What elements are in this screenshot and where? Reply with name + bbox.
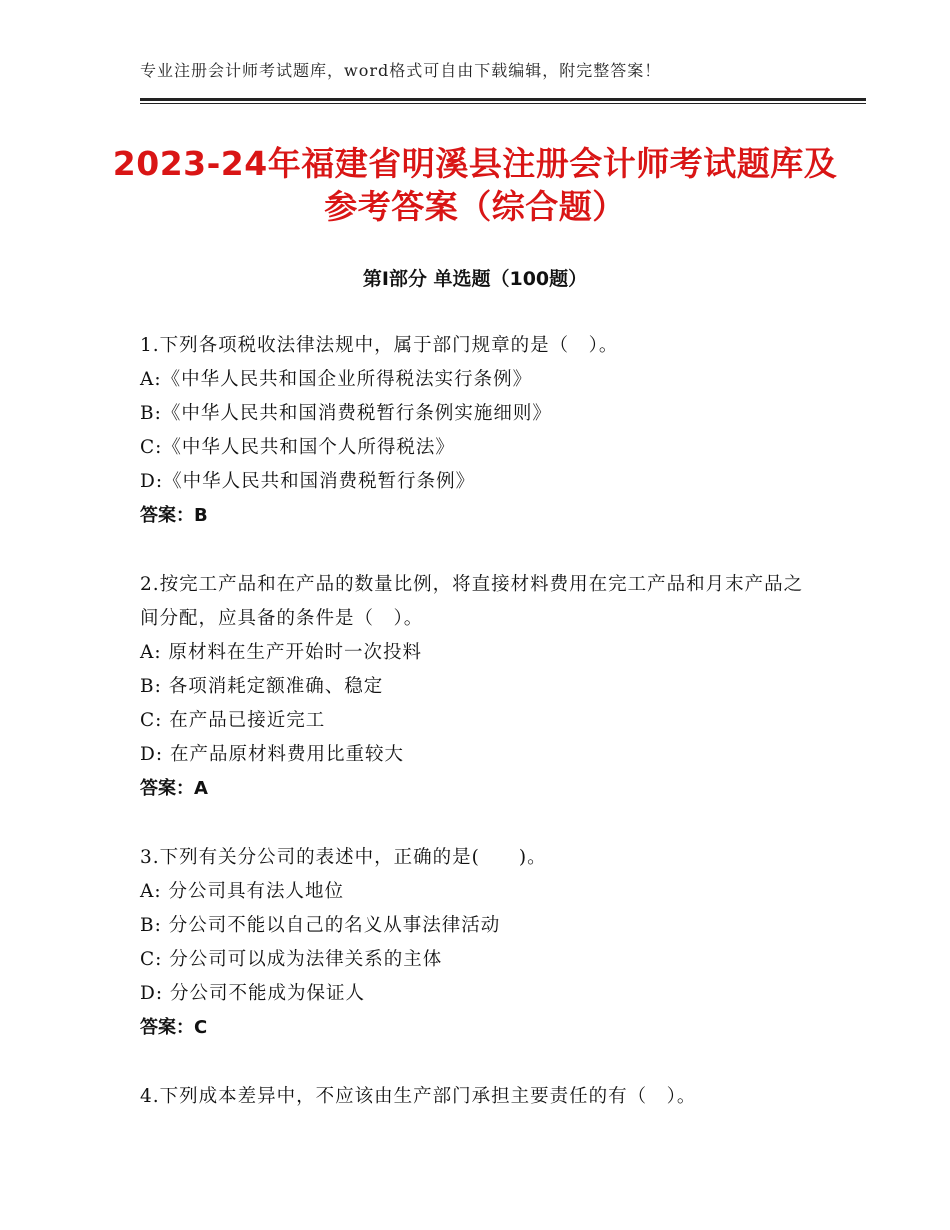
answer: 答案：C	[140, 1017, 208, 1038]
option-a: A:《中华人民共和国企业所得税法实行条例》	[140, 369, 533, 390]
question-stem: 1.下列各项税收法律法规中，属于部门规章的是（ ）。	[140, 335, 619, 356]
option-b: B: 各项消耗定额准确、稳定	[140, 676, 384, 697]
option-b: B:《中华人民共和国消费税暂行条例实施细则》	[140, 403, 552, 424]
option-c: C: 分公司可以成为法律关系的主体	[140, 949, 443, 970]
header-note: 专业注册会计师考试题库，word格式可自由下载编辑，附完整答案！	[140, 61, 662, 80]
option-b: B: 分公司不能以自己的名义从事法律活动	[140, 915, 501, 936]
option-d: D: 分公司不能成为保证人	[140, 983, 365, 1004]
question-3	[140, 841, 810, 1045]
question-stem: 3.下列有关分公司的表述中，正确的是( )。	[140, 847, 547, 868]
option-a: A: 原材料在生产开始时一次投料	[140, 642, 422, 663]
section-heading: 第I部分 单选题（100题）	[362, 268, 588, 290]
page-title: 2023-24年福建省明溪县注册会计师考试题库及参考答案（综合题）	[112, 144, 838, 226]
answer: 答案：A	[140, 778, 208, 799]
answer: 答案：B	[140, 505, 208, 526]
option-c: C: 在产品已接近完工	[140, 710, 326, 731]
question-4	[140, 1080, 810, 1114]
question-stem: 4.下列成本差异中，不应该由生产部门承担主要责任的有（ ）。	[140, 1086, 697, 1107]
question-stem: 2.按完工产品和在产品的数量比例，将直接材料费用在完工产品和月末产品之间分配，应具备的条件是（ ）。	[140, 574, 804, 629]
question-2	[140, 568, 810, 806]
option-d: D:《中华人民共和国消费税暂行条例》	[140, 471, 476, 492]
header-rule-thick	[140, 98, 866, 101]
option-a: A: 分公司具有法人地位	[140, 881, 344, 902]
option-c: C:《中华人民共和国个人所得税法》	[140, 437, 455, 458]
question-1	[140, 329, 810, 533]
header-rule-thin	[140, 103, 866, 104]
option-d: D: 在产品原材料费用比重较大	[140, 744, 404, 765]
